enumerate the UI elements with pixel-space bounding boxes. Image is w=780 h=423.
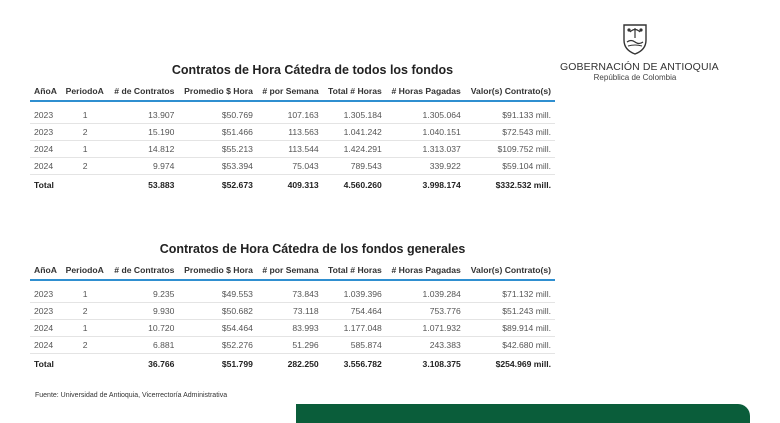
col-header-paid-hours[interactable]: # Horas Pagadas <box>386 86 465 101</box>
total-avg-hour: $52.673 <box>178 175 256 194</box>
table-row <box>30 141 555 158</box>
cell-per-week: 83.993 <box>257 320 323 337</box>
cell-contracts: 9.930 <box>109 303 179 320</box>
cell-contracts: 6.881 <box>109 337 179 354</box>
coat-of-arms-icon <box>620 22 650 56</box>
col-header-per-week[interactable]: # por Semana <box>257 265 323 280</box>
col-header-period[interactable]: PeriodoA <box>62 86 109 101</box>
cell-paid-hours: 1.071.932 <box>386 320 465 337</box>
brand-subtitle: República de Colombia <box>593 73 677 82</box>
cell-per-week: 73.843 <box>257 280 323 303</box>
cell-per-week: 51.296 <box>257 337 323 354</box>
cell-total-hours: 585.874 <box>323 337 386 354</box>
cell-per-week: 107.163 <box>257 101 323 124</box>
cell-period: 2 <box>62 337 109 354</box>
cell-paid-hours: 243.383 <box>386 337 465 354</box>
table-general-funds <box>30 242 555 372</box>
cell-period: 1 <box>62 101 109 124</box>
cell-contract-value: $59.104 mill. <box>465 158 555 175</box>
cell-avg-hour: $50.682 <box>178 303 256 320</box>
cell-paid-hours: 339.922 <box>386 158 465 175</box>
col-header-total-hours[interactable]: Total # Horas <box>323 265 386 280</box>
data-table <box>30 86 555 193</box>
cell-contracts: 15.190 <box>109 124 179 141</box>
cell-avg-hour: $54.464 <box>178 320 256 337</box>
cell-period: 2 <box>62 158 109 175</box>
cell-contract-value: $89.914 mill. <box>465 320 555 337</box>
cell-contract-value: $72.543 mill. <box>465 124 555 141</box>
total-avg-hour: $51.799 <box>178 354 256 373</box>
cell-year: 2023 <box>30 280 62 303</box>
total-total-hours: 4.560.260 <box>323 175 386 194</box>
table-row <box>30 303 555 320</box>
cell-total-hours: 1.177.048 <box>323 320 386 337</box>
total-label: Total <box>30 354 62 373</box>
cell-contracts: 13.907 <box>109 101 179 124</box>
cell-paid-hours: 1.313.037 <box>386 141 465 158</box>
col-header-per-week[interactable]: # por Semana <box>257 86 323 101</box>
total-period <box>62 354 109 373</box>
total-contract-value: $254.969 mill. <box>465 354 555 373</box>
col-header-year[interactable]: AñoA <box>30 86 62 101</box>
table-row <box>30 101 555 124</box>
cell-contract-value: $91.133 mill. <box>465 101 555 124</box>
cell-year: 2024 <box>30 158 62 175</box>
total-paid-hours: 3.998.174 <box>386 175 465 194</box>
col-header-avg-hour[interactable]: Promedio $ Hora <box>178 86 256 101</box>
cell-contracts: 14.812 <box>109 141 179 158</box>
table-title: Contratos de Hora Cátedra de todos los fondos <box>171 63 454 77</box>
cell-year: 2023 <box>30 124 62 141</box>
footer-bar <box>296 404 750 423</box>
table-row <box>30 320 555 337</box>
cell-contract-value: $109.752 mill. <box>465 141 555 158</box>
table-row <box>30 337 555 354</box>
cell-total-hours: 1.041.242 <box>323 124 386 141</box>
cell-paid-hours: 1.040.151 <box>386 124 465 141</box>
col-header-contracts[interactable]: # de Contratos <box>109 86 179 101</box>
cell-contract-value: $51.243 mill. <box>465 303 555 320</box>
cell-period: 1 <box>62 141 109 158</box>
cell-total-hours: 789.543 <box>323 158 386 175</box>
total-per-week: 409.313 <box>257 175 323 194</box>
total-period <box>62 175 109 194</box>
cell-avg-hour: $51.466 <box>178 124 256 141</box>
col-header-avg-hour[interactable]: Promedio $ Hora <box>178 265 256 280</box>
cell-total-hours: 1.039.396 <box>323 280 386 303</box>
total-label: Total <box>30 175 62 194</box>
header-row <box>30 86 555 101</box>
cell-contracts: 9.974 <box>109 158 179 175</box>
total-per-week: 282.250 <box>257 354 323 373</box>
col-header-contracts[interactable]: # de Contratos <box>109 265 179 280</box>
total-contract-value: $332.532 mill. <box>465 175 555 194</box>
cell-avg-hour: $49.553 <box>178 280 256 303</box>
header-row <box>30 265 555 280</box>
cell-contracts: 10.720 <box>109 320 179 337</box>
total-row <box>30 354 555 373</box>
cell-per-week: 75.043 <box>257 158 323 175</box>
cell-paid-hours: 1.039.284 <box>386 280 465 303</box>
cell-period: 1 <box>62 320 109 337</box>
table-row <box>30 280 555 303</box>
total-row <box>30 175 555 194</box>
cell-period: 1 <box>62 280 109 303</box>
cell-per-week: 113.563 <box>257 124 323 141</box>
col-header-period[interactable]: PeriodoA <box>62 265 109 280</box>
table-title: Contratos de Hora Cátedra de los fondos generales <box>159 242 466 256</box>
total-contracts: 36.766 <box>109 354 179 373</box>
cell-period: 2 <box>62 124 109 141</box>
brand-logo <box>560 22 719 82</box>
table-row <box>30 158 555 175</box>
col-header-contract-value[interactable]: Valor(s) Contrato(s) <box>465 265 555 280</box>
cell-contracts: 9.235 <box>109 280 179 303</box>
cell-per-week: 113.544 <box>257 141 323 158</box>
total-total-hours: 3.556.782 <box>323 354 386 373</box>
table-all-funds <box>30 63 555 193</box>
cell-avg-hour: $52.276 <box>178 337 256 354</box>
col-header-paid-hours[interactable]: # Horas Pagadas <box>386 265 465 280</box>
cell-avg-hour: $50.769 <box>178 101 256 124</box>
source-note: Fuente: Universidad de Antioquia, Vicerrectoría Administrativa <box>35 392 228 399</box>
cell-year: 2024 <box>30 320 62 337</box>
cell-total-hours: 1.424.291 <box>323 141 386 158</box>
cell-period: 2 <box>62 303 109 320</box>
cell-year: 2023 <box>30 303 62 320</box>
col-header-total-hours[interactable]: Total # Horas <box>323 86 386 101</box>
cell-avg-hour: $55.213 <box>178 141 256 158</box>
total-contracts: 53.883 <box>109 175 179 194</box>
cell-year: 2024 <box>30 337 62 354</box>
cell-paid-hours: 753.776 <box>386 303 465 320</box>
data-table <box>30 265 555 372</box>
cell-per-week: 73.118 <box>257 303 323 320</box>
cell-contract-value: $71.132 mill. <box>465 280 555 303</box>
table-row <box>30 124 555 141</box>
cell-total-hours: 754.464 <box>323 303 386 320</box>
cell-avg-hour: $53.394 <box>178 158 256 175</box>
cell-year: 2024 <box>30 141 62 158</box>
brand-name: GOBERNACIÓN DE ANTIOQUIA <box>560 61 719 73</box>
total-paid-hours: 3.108.375 <box>386 354 465 373</box>
col-header-year[interactable]: AñoA <box>30 265 62 280</box>
col-header-contract-value[interactable]: Valor(s) Contrato(s) <box>465 86 555 101</box>
cell-year: 2023 <box>30 101 62 124</box>
cell-paid-hours: 1.305.064 <box>386 101 465 124</box>
cell-contract-value: $42.680 mill. <box>465 337 555 354</box>
cell-total-hours: 1.305.184 <box>323 101 386 124</box>
